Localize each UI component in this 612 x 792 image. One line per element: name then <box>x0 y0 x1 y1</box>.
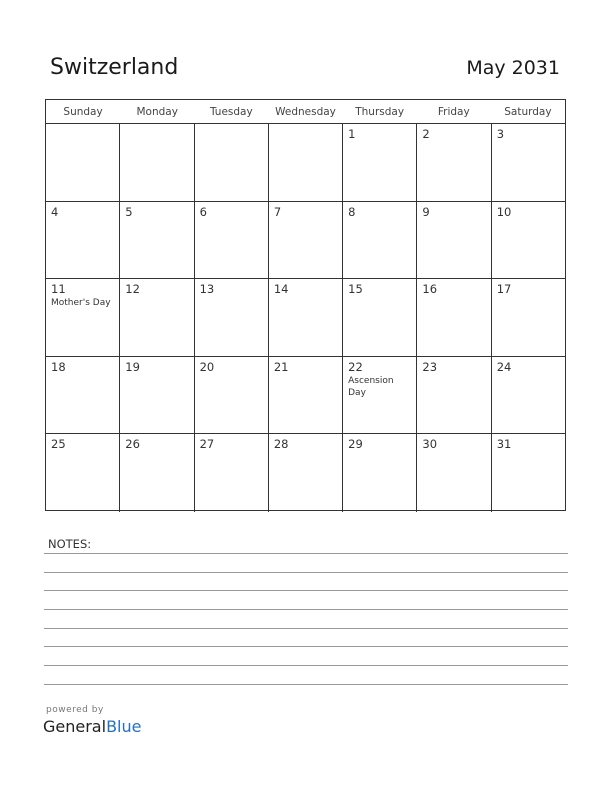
notes-label: NOTES: <box>48 537 92 551</box>
day-number: 17 <box>496 282 512 296</box>
day-number: 23 <box>422 359 438 374</box>
week-row-1 <box>46 124 565 202</box>
generalblue-logo <box>43 717 141 736</box>
day-number: 14 <box>273 282 289 296</box>
day-cell <box>343 202 417 279</box>
notes-line <box>44 628 568 629</box>
day-cell <box>492 279 565 356</box>
notes-line <box>44 684 568 685</box>
week-row-3 <box>46 279 565 357</box>
day-cell <box>120 357 194 434</box>
day-number: 1 <box>348 127 356 141</box>
day-number: 16 <box>422 282 438 296</box>
weekday-monday: Monday <box>136 106 178 118</box>
notes-line <box>44 609 568 610</box>
day-cell <box>120 279 194 356</box>
day-number: 13 <box>199 282 215 296</box>
day-cell <box>269 124 343 201</box>
day-number: 22 <box>348 359 363 374</box>
day-cell <box>492 124 565 201</box>
notes-line <box>44 646 568 647</box>
day-cell <box>269 279 343 356</box>
weekday-friday: Friday <box>437 106 470 118</box>
logo-general-text: General <box>43 717 107 736</box>
day-cell <box>343 279 417 356</box>
day-cell <box>417 124 491 201</box>
day-cell <box>120 202 194 279</box>
day-number: 25 <box>51 437 66 451</box>
weekday-header-row <box>46 100 565 124</box>
day-cell <box>120 124 194 201</box>
day-cell <box>46 434 120 512</box>
holiday-label: Ascension Day <box>348 375 394 398</box>
day-cell <box>492 357 565 434</box>
day-number: 24 <box>496 359 512 374</box>
day-number: 6 <box>199 204 207 219</box>
day-number: 10 <box>496 204 512 219</box>
day-cell <box>195 357 269 434</box>
powered-by-text: powered by <box>46 705 104 715</box>
day-number: 30 <box>422 437 438 451</box>
day-number: 12 <box>125 282 140 296</box>
day-number: 29 <box>348 437 363 451</box>
day-cell <box>269 202 343 279</box>
day-cell <box>343 357 417 434</box>
day-number: 15 <box>348 282 363 296</box>
weekday-tuesday: Tuesday <box>209 106 253 118</box>
week-row-2 <box>46 202 565 280</box>
day-number: 5 <box>125 204 133 219</box>
weekday-thursday: Thursday <box>355 106 405 118</box>
day-number: 27 <box>199 437 215 451</box>
day-cell <box>46 357 120 434</box>
day-number: 20 <box>199 359 215 374</box>
day-cell <box>417 357 491 434</box>
day-cell <box>417 434 491 512</box>
week-row-5 <box>46 434 565 512</box>
day-cell <box>120 434 194 512</box>
notes-line <box>44 572 568 573</box>
day-number: 21 <box>273 359 289 374</box>
weekday-saturday: Saturday <box>504 106 552 118</box>
day-number: 2 <box>422 127 430 141</box>
country-title: Switzerland <box>50 55 179 80</box>
day-number: 26 <box>125 437 140 451</box>
weekday-wednesday: Wednesday <box>275 106 336 118</box>
day-cell <box>46 279 120 356</box>
notes-line <box>44 590 568 591</box>
day-cell <box>343 124 417 201</box>
holiday-label: Mother's Day <box>51 298 111 308</box>
day-cell <box>417 279 491 356</box>
logo-blue-text: Blue <box>106 717 142 736</box>
day-cell <box>269 357 343 434</box>
day-cell <box>195 124 269 201</box>
day-number: 28 <box>273 437 289 451</box>
day-number: 11 <box>51 282 66 296</box>
week-row-4 <box>46 357 565 435</box>
day-number: 31 <box>496 437 512 451</box>
calendar-grid <box>45 99 566 511</box>
day-cell <box>195 434 269 512</box>
notes-line <box>44 553 568 554</box>
day-number: 7 <box>273 204 282 219</box>
day-cell <box>492 434 565 512</box>
notes-line <box>44 665 568 666</box>
day-cell <box>417 202 491 279</box>
day-number: 18 <box>51 359 66 374</box>
day-number: 4 <box>51 204 59 219</box>
month-year-title: May 2031 <box>466 57 560 79</box>
day-cell <box>195 202 269 279</box>
day-cell <box>46 202 120 279</box>
day-cell <box>195 279 269 356</box>
day-number: 9 <box>422 204 430 219</box>
day-cell <box>269 434 343 512</box>
day-cell <box>492 202 565 279</box>
weekday-sunday: Sunday <box>63 106 103 118</box>
day-cell <box>46 124 120 201</box>
day-cell <box>343 434 417 512</box>
day-number: 3 <box>496 127 505 141</box>
day-number: 8 <box>348 204 356 219</box>
day-number: 19 <box>125 359 140 374</box>
